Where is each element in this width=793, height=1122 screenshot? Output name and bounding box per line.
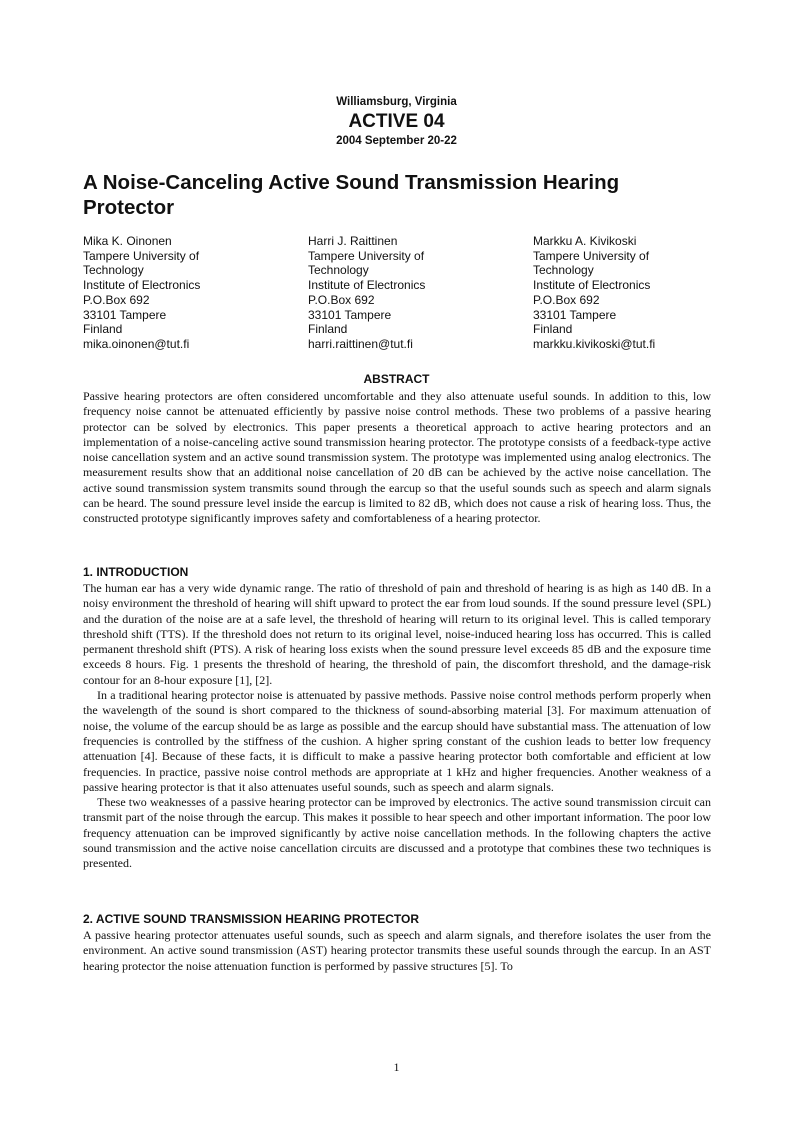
author-email: harri.raittinen@tut.fi	[308, 336, 413, 351]
author-email: markku.kivikoski@tut.fi	[533, 336, 656, 351]
author-affiliation-line: Institute of Electronics	[83, 278, 201, 293]
conference-name: ACTIVE 04	[348, 111, 445, 132]
author-affiliation-line: Finland	[533, 322, 573, 337]
abstract-text: Passive hearing protectors are often considered uncomfortable and they also attenuate useful sounds. In addition to this, low frequency noise cannot be attenuated efficiently by passive noise control methods. These two problems of a passive hearing protector can be solved by electronics. This paper presents a theoretical approach to active hearing protectors and an implementation of a noise-canceling active sound transmission hearing protector. The prototype consists of a feedback-type active noise cancellation system and an active sound transmission system. The prototype was implemented using analog electronics. The measurement results show that an additional noise cancellation of 20 dB can be achieved by the active noise cancellation. The active sound transmission system transmits sound through the earcup so that the useful sounds such as speech and alarm signals can be heard. The sound pressure level inside the earcup is limited to 82 dB, which does not cause a risk of hearing loss. Thus, the constructed prototype significantly improves safety and comfortableness of a hearing protector.	[83, 389, 711, 526]
section-body-introduction	[83, 581, 711, 872]
author-name: Harri J. Raittinen	[308, 234, 398, 248]
author-affiliation-line: Institute of Electronics	[308, 278, 426, 293]
author-affiliation-line: Technology	[308, 263, 369, 278]
author-affiliation-line: P.O.Box 692	[308, 292, 375, 307]
author-block	[83, 234, 200, 352]
paragraph: A passive hearing protector attenuates useful sounds, such as speech and alarm signals, and therefore isolates the user from the environment. An active sound transmission (AST) hearing protector transmits these useful sounds through the earcup. In an AST hearing protector the noise attenuation function is performed by passive structures [5]. To	[83, 928, 711, 973]
abstract-heading: ABSTRACT	[363, 372, 430, 386]
author-affiliation-line: Institute of Electronics	[533, 278, 651, 293]
author-name: Markku A. Kivikoski	[533, 234, 637, 248]
author-block	[308, 234, 425, 352]
conference-dates: 2004 September 20-22	[336, 135, 457, 147]
author-affiliation-line: Technology	[533, 263, 594, 278]
author-affiliation-line: Tampere University of	[83, 248, 200, 263]
author-affiliation-line: 33101 Tampere	[533, 307, 617, 322]
author-affiliation-line: Tampere University of	[533, 248, 650, 263]
author-list	[83, 234, 723, 354]
abstract-block	[83, 389, 711, 527]
author-affiliation-line: 33101 Tampere	[308, 307, 392, 322]
author-affiliation-line: P.O.Box 692	[533, 292, 600, 307]
section-heading-introduction: 1. INTRODUCTION	[83, 565, 189, 579]
author-block	[533, 234, 655, 352]
author-affiliation-line: Technology	[83, 263, 144, 278]
author-affiliation-line: Finland	[83, 322, 123, 337]
conference-location: Williamsburg, Virginia	[336, 96, 457, 108]
page-number: 1	[393, 1060, 400, 1074]
author-name: Mika K. Oinonen	[83, 234, 172, 248]
conference-header	[0, 95, 793, 148]
paper-title: A Noise-Canceling Active Sound Transmission Hearing Protector	[83, 171, 620, 219]
section-heading-ast: 2. ACTIVE SOUND TRANSMISSION HEARING PROTECTOR	[83, 912, 420, 926]
section-body-ast	[83, 928, 711, 974]
paragraph: The human ear has a very wide dynamic range. The ratio of threshold of pain and threshold of hearing is as high as 140 dB. In a noisy environment the threshold of hearing will shift upward to protect the ear from loud sounds. If the sound pressure level (SPL) and the duration of the noise are at a safe level, the threshold of hearing will return to its original level. This is called temporary threshold shift (TTS). If the threshold does not return to its original level, noise-induced hearing loss has occurred. This is called permanent threshold shift (PTS). A risk of hearing loss exists when the sound pressure level exceeds 85 dB and the exposure time exceeds 8 hours. Fig. 1 presents the threshold of hearing, the threshold of pain, the discomfort threshold, and the damage-risk contour for an 8-hour exposure [1], [2].	[83, 581, 711, 687]
author-email: mika.oinonen@tut.fi	[83, 336, 190, 351]
author-affiliation-line: 33101 Tampere	[83, 307, 167, 322]
author-affiliation-line: Finland	[308, 322, 348, 337]
paragraph: In a traditional hearing protector noise is attenuated by passive methods. Passive noise control methods perform properly when the wavelength of the sound is short compared to the thickness of sound-absorbing material [3]. For maximum attenuation of noise, the volume of the earcup should be as large as possible and the earcup should have substantial mass. The attenuation of low frequencies is controlled by the stiffness of the cushion. A higher spring constant of the cushion leads to better low frequency attenuation [4]. Because of these facts, it is difficult to make a passive hearing protector both comfortable and efficient at low frequencies. In practice, passive noise control methods are appropriate at 1 kHz and higher frequencies. Another weakness of a passive hearing protector is that it also attenuates useful sounds, such as speech and alarm signals.	[83, 688, 711, 794]
author-affiliation-line: P.O.Box 692	[83, 292, 150, 307]
author-affiliation-line: Tampere University of	[308, 248, 425, 263]
paragraph: These two weaknesses of a passive hearing protector can be improved by electronics. The active sound transmission circuit can transmit part of the noise through the earcup. This makes it possible to hear speech and other important information. The poor low frequency attenuation can be improved significantly by active noise cancellation methods. In the following chapters the active sound transmission and the active noise cancellation circuits are discussed and a prototype that combines these two techniques is presented.	[83, 795, 711, 871]
